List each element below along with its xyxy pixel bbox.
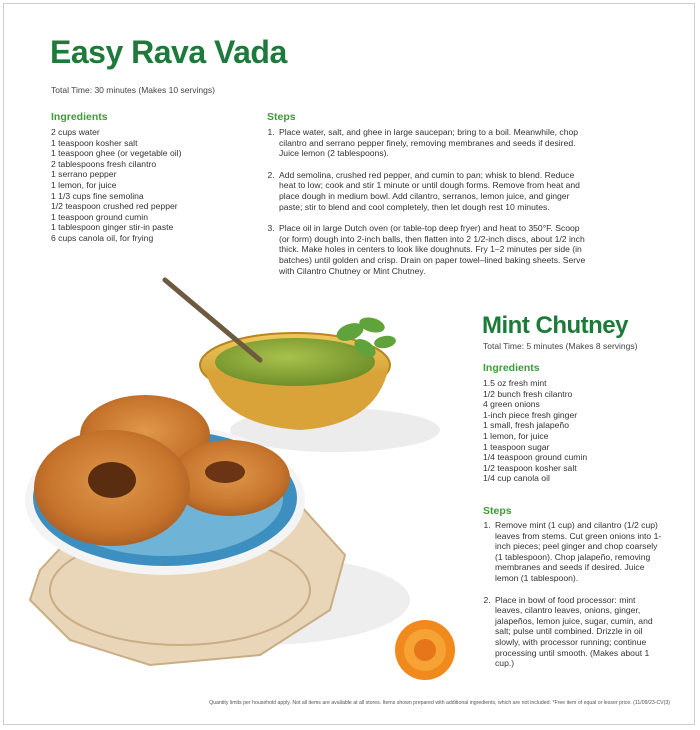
- ingredient-item: 1 serrano pepper: [51, 169, 117, 180]
- footer-disclaimer: Quantity limits per household apply. Not all items are available at all stores. Items shown prepared with additional ingredients, which are not included. *Free item of equal or lesser price. (11/09/23-CV(3): [209, 700, 670, 706]
- chutney-step-item: 1. Remove mint (1 cup) and cilantro (1/2 cup) leaves from stems. Cut green onions into 1-inch pieces; peel ginger and chop coarsely (1 tablespoon). Chop jalapeño, removing membranes and seeds if desired. Juice lemon (1 tablespoon).: [493, 520, 663, 584]
- chutney-ingredient-item: 1-inch piece fresh ginger: [483, 409, 578, 420]
- chutney-ingredient-item: 1/2 bunch fresh cilantro: [483, 388, 573, 399]
- chutney-ingredient-item: 1/4 cup canola oil: [483, 473, 550, 484]
- ingredient-item: 2 tablespoons fresh cilantro: [51, 158, 157, 169]
- marigold-flower: [395, 620, 455, 680]
- ingredient-item: 1/2 teaspoon crushed red pepper: [51, 201, 178, 212]
- step-item: 3. Place oil in large Dutch oven (or table-top deep fryer) and heat to 350°F. Scoop (or form) dough into 2-inch balls, then flatten into 2 1/2-inch discs, about 1/2 inch thick. Make holes in centers to look like doughnuts. Fry 1–2 minutes per side (in batches) until golden and crisp. Drain on paper towel–lined baking sheets. Serve with Cilantro Chutney or Mint Chutney.: [277, 223, 590, 276]
- ingredients-list: [51, 127, 251, 244]
- recipe-total-time: Total Time: 30 minutes (Makes 10 servings): [51, 85, 215, 95]
- chutney-ingredient-item: 1/2 teaspoon kosher salt: [483, 462, 577, 473]
- steps-list: [267, 127, 590, 287]
- ingredient-item: 2 cups water: [51, 127, 100, 137]
- chutney-ingredient-item: 4 green onions: [483, 399, 540, 410]
- chutney-steps-list: [483, 520, 663, 680]
- chutney-ingredients-list: [483, 378, 663, 484]
- ingredient-item: 1 teaspoon ground cumin: [51, 211, 148, 222]
- chutney-ingredient-item: 1/4 teaspoon ground cumin: [483, 452, 588, 463]
- ingredients-heading: Ingredients: [51, 111, 108, 123]
- chutney-ingredient-item: 1 small, fresh jalapeño: [483, 420, 569, 431]
- food-photo: [0, 270, 480, 690]
- vada-front: [34, 430, 190, 546]
- chutney-ingredient-item: 1 lemon, for juice: [483, 430, 549, 441]
- chutney-title: Mint Chutney: [482, 312, 628, 339]
- chutney-step-item: 2. Place in bowl of food processor: mint leaves, cilantro leaves, onions, ginger, jalapeños, lemon juice, sugar, cumin, and salt; pulse until combined. Drizzle in oil slowly, with processor running; continue processing until smooth. (Makes about 1 cup.): [493, 595, 663, 669]
- step-item: 2. Add semolina, crushed red pepper, and cumin to pan; whisk to blend. Reduce heat to low; cook and stir 1 minute or until dough forms. Remove from heat and place dough in medium bowl. Add cilantro, serranos, lemon juice, and ginger paste; stir to blend and cool completely, then let dough rest 10 minutes.: [277, 170, 590, 212]
- ingredient-item: 1 teaspoon ghee (or vegetable oil): [51, 148, 182, 159]
- ingredient-item: 1 1/3 cups fine semolina: [51, 190, 144, 201]
- step-item: 1. Place water, salt, and ghee in large saucepan; bring to a boil. Meanwhile, chop cilantro and serrano pepper finely, removing membranes and seeds if desired. Juice lemon (2 tablespoons).: [277, 127, 590, 159]
- ingredient-item: 1 lemon, for juice: [51, 179, 117, 190]
- ingredient-item: 1 tablespoon ginger stir-in paste: [51, 222, 174, 233]
- chutney-steps-heading: Steps: [483, 505, 512, 517]
- chutney-ingredient-item: 1 teaspoon sugar: [483, 441, 550, 452]
- chutney-ingredients-heading: Ingredients: [483, 362, 540, 374]
- recipe-title: Easy Rava Vada: [50, 34, 287, 70]
- chutney-ingredient-item: 1.5 oz fresh mint: [483, 378, 547, 388]
- steps-heading: Steps: [267, 111, 296, 123]
- chutney-total-time: Total Time: 5 minutes (Makes 8 servings): [483, 341, 638, 351]
- ingredient-item: 6 cups canola oil, for frying: [51, 232, 154, 243]
- ingredient-item: 1 teaspoon kosher salt: [51, 137, 138, 148]
